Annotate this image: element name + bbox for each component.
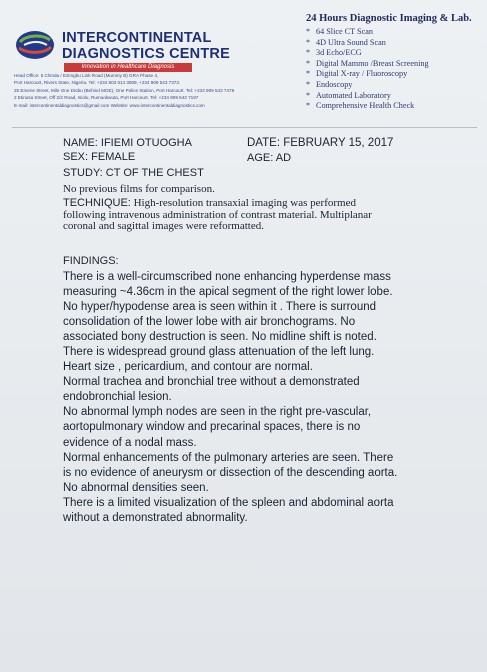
findings-line: No hyper/hypodense area is seen within it . There is surround: [63, 301, 377, 314]
findings-line: evidence of a nodal mass.: [63, 436, 197, 449]
findings-line: No abnormal lymph nodes are seen in the right pre-vascular,: [63, 406, 372, 419]
bullet-icon: *: [306, 37, 311, 47]
study-value: CT OF THE CHEST: [105, 167, 204, 179]
service-item: [306, 69, 429, 80]
service-item: [306, 101, 429, 112]
service-label: Digital X-ray / Fluoroscopy: [316, 69, 408, 79]
findings-line: endobronchial lesion.: [63, 391, 172, 404]
findings-line: associated bony destruction is seen. No midline shift is noted.: [63, 331, 377, 344]
findings-line: There is a limited visualization of the spleen and abdominal aorta: [63, 496, 394, 509]
service-label: Digital Mammo /Breast Screening: [316, 58, 429, 68]
header-divider: [12, 127, 477, 128]
address-line: Head Office: 5 Chinda / Ezimgbu Link Road (Mummy B) GRA Phase 4,: [14, 73, 159, 78]
findings-line: No abnormal densities seen.: [63, 481, 209, 494]
technique-line: [63, 198, 423, 210]
sex-label: SEX:: [63, 151, 89, 163]
date-label: DATE:: [247, 137, 281, 149]
age-row: [247, 152, 291, 164]
findings-line: Heart size , pericardium, and contour are normal.: [63, 361, 313, 374]
service-item: [306, 27, 429, 38]
prior-films-note: No previous films for comparison.: [63, 183, 215, 195]
findings-line: Normal enhancements of the pulmonary arteries are seen. There: [63, 451, 394, 464]
findings-heading: FINDINGS:: [63, 255, 119, 267]
service-item: [306, 59, 429, 70]
bullet-icon: *: [306, 48, 311, 58]
findings-line: aortopulmonary window and precarinal spaces, there is no: [63, 421, 361, 434]
brand-name-line2: DIAGNOSTICS CENTRE: [62, 46, 230, 62]
brand-name-line1: INTERCONTINENTAL: [62, 30, 212, 46]
service-label: 64 Slice CT Scan: [316, 27, 373, 36]
findings-line: measuring ~4.36cm in the apical segment of the right lower lobe.: [63, 286, 393, 299]
technique-label: TECHNIQUE:: [63, 197, 131, 209]
technique-paragraph: [63, 198, 423, 233]
age-value: AD: [275, 152, 292, 164]
technique-text: High-resolution transaxial imaging was performed: [133, 197, 356, 209]
findings-line: is no evidence of aneurysm or dissection of the descending aorta.: [63, 466, 398, 479]
address-line: E-mail: intercontinentaldiagnostics@gmail.com Website: www.intercontinentaldiagnostics.com: [14, 102, 205, 108]
services-title: 24 Hours Diagnostic Imaging & Lab.: [306, 13, 472, 24]
technique-line: following intravenous administration of contrast material. Multiplanar: [63, 208, 372, 221]
service-item: [306, 80, 429, 91]
service-item: [306, 91, 429, 102]
bullet-icon: *: [306, 79, 311, 89]
date-value: FEBRUARY 15, 2017: [283, 137, 394, 149]
address-line: 25 Emene Street, Mile One Diobu (Behind MOE), One Police Station, Port Harcourt. Tel: +234 909 543 7479: [14, 87, 235, 93]
findings-line: Normal trachea and bronchial tree without a demonstrated: [63, 376, 360, 389]
services-list: [306, 27, 429, 112]
address-line: 2 Etinosa Street, Off 2/2 Road, Isiolu, Rumuokwuta, Port Harcourt. Tel: +234 909 543 7187: [14, 95, 199, 101]
service-label: Automated Laboratory: [316, 90, 391, 100]
service-label: 4D Ultra Sound Scan: [316, 37, 386, 47]
findings-line: There is widespread ground glass attenuation of the left lung.: [63, 346, 375, 359]
service-label: Comprehensive Health Check: [316, 101, 415, 111]
bullet-icon: *: [306, 58, 311, 68]
bullet-icon: *: [306, 90, 311, 100]
globe-logo-icon: [14, 29, 56, 61]
address-block: [14, 72, 282, 109]
age-label: AGE:: [247, 152, 274, 164]
findings-line: consolidation of the lower lobe with air bronchograms. No: [63, 316, 356, 329]
sex-row: [63, 151, 135, 163]
findings-line: There is a well-circumscribed none enhancing hyperdense mass: [63, 271, 391, 283]
study-label: STUDY:: [63, 167, 103, 179]
service-label: 3d Echo/ECG: [316, 48, 362, 58]
patient-name-row: [63, 137, 192, 149]
findings-section: [63, 255, 433, 526]
date-row: [247, 137, 393, 149]
sex-value: FEMALE: [91, 151, 136, 163]
service-label: Endoscopy: [316, 79, 353, 89]
bullet-icon: *: [306, 69, 311, 79]
service-item: [306, 38, 429, 49]
brand-tagline: Innovation in Healthcare Diagnosis: [64, 63, 192, 72]
technique-line: coronal and sagittal images were reformatted.: [63, 220, 264, 232]
service-item: [306, 48, 429, 59]
bullet-icon: *: [306, 27, 311, 36]
name-value: IFIEMI OTUOGHA: [100, 137, 192, 149]
bullet-icon: *: [306, 101, 311, 111]
address-line: Port Harcourt, Rivers State, Nigeria. Tel: +234 803 614 3609, +234 909 543 7373.: [14, 80, 181, 86]
name-label: NAME:: [63, 137, 98, 149]
study-row: [63, 167, 204, 179]
findings-line: without a demonstrated abnormality.: [63, 511, 248, 524]
